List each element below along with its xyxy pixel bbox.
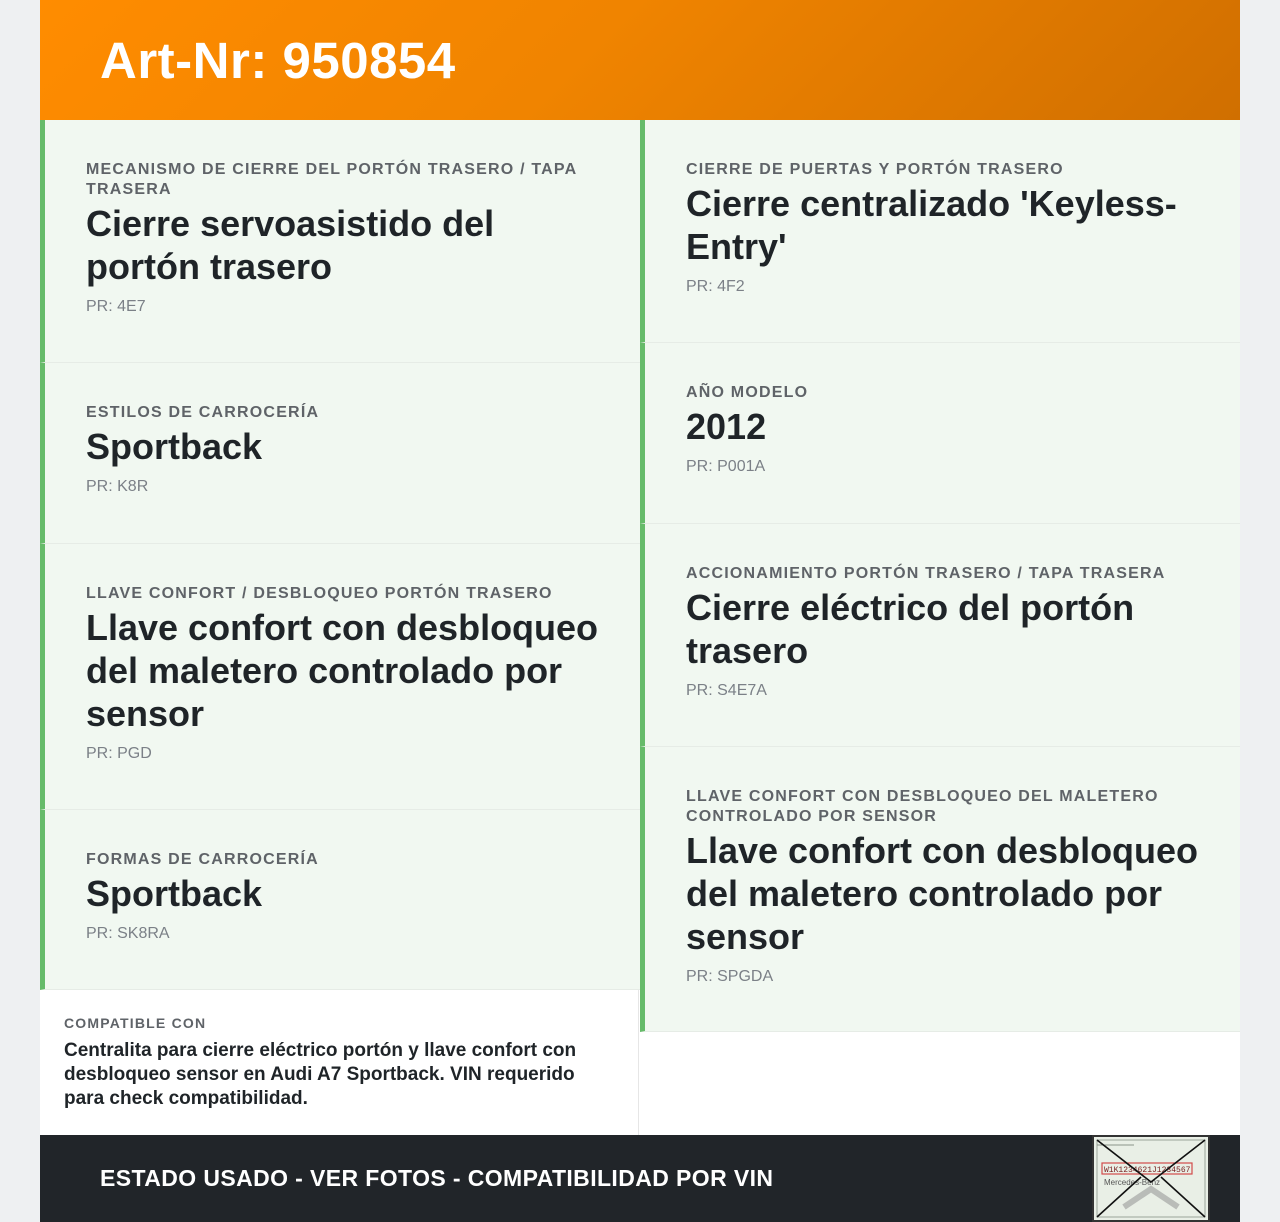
- spec-pr-code: PR: 4E7: [86, 298, 146, 315]
- spec-pr-code: PR: SK8RA: [86, 925, 170, 942]
- spec-card: [40, 810, 640, 990]
- spec-column-right: [640, 120, 1240, 1032]
- spec-category: CIERRE DE PUERTAS Y PORTÓN TRASERO: [686, 161, 1064, 178]
- spec-card: [40, 544, 640, 810]
- photo-thumbnail[interactable]: [1092, 1135, 1210, 1222]
- spec-value: Llave confort con desbloqueo del maletero controlado por sensor: [86, 607, 599, 734]
- spec-category: ACCIONAMIENTO PORTÓN TRASERO / TAPA TRASERA: [686, 565, 1166, 582]
- spec-pr-code: PR: SPGDA: [686, 968, 774, 985]
- page-title: Art-Nr: 950854: [100, 31, 456, 89]
- spec-category: LLAVE CONFORT CON DESBLOQUEO DEL MALETERO CONTROLADO POR SENSOR: [686, 788, 1159, 825]
- spec-category: AÑO MODELO: [686, 384, 809, 401]
- compatibility-box: [40, 990, 639, 1135]
- spec-card: [640, 343, 1240, 524]
- spec-category: ESTILOS DE CARROCERÍA: [86, 404, 320, 421]
- compatibility-label: COMPATIBLE CON: [64, 1015, 207, 1031]
- footer-bar: [40, 1135, 1240, 1222]
- page: [40, 0, 1240, 1222]
- spec-card: [40, 363, 640, 544]
- spec-card: [640, 747, 1240, 1032]
- thumbnail-label-text: W1K1234621J1234567: [1104, 1166, 1191, 1175]
- footer-status-text: ESTADO USADO - VER FOTOS - COMPATIBILIDAD POR VIN: [100, 1165, 774, 1191]
- spec-pr-code: PR: 4F2: [686, 278, 745, 295]
- spec-pr-code: PR: S4E7A: [686, 682, 767, 699]
- spec-pr-code: PR: K8R: [86, 478, 149, 495]
- thumbnail-brand-text: Mercedes-Benz: [1104, 1178, 1161, 1187]
- spec-card: [40, 120, 640, 363]
- spec-value: Cierre servoasistido del portón trasero: [86, 203, 495, 287]
- spec-value: Cierre eléctrico del portón trasero: [686, 587, 1135, 671]
- spec-column-left: [40, 120, 640, 990]
- header-banner: [40, 0, 1240, 120]
- spec-value: Llave confort con desbloqueo del maletero controlado por sensor: [686, 830, 1199, 957]
- compatibility-text: Centralita para cierre eléctrico portón y llave confort con desbloqueo sensor en Audi A7 Sportback. VIN requerido para check compatibilidad.: [64, 1040, 577, 1109]
- spec-value: Cierre centralizado 'Keyless-Entry': [686, 183, 1177, 267]
- spec-card: [640, 524, 1240, 747]
- spec-card: [640, 120, 1240, 343]
- envelope-icon: [1094, 1137, 1208, 1220]
- spec-value: 2012: [686, 406, 767, 447]
- spec-pr-code: PR: P001A: [686, 458, 766, 475]
- spec-value: Sportback: [86, 873, 263, 914]
- spec-category: MECANISMO DE CIERRE DEL PORTÓN TRASERO / TAPA TRASERA: [86, 161, 577, 198]
- spec-category: LLAVE CONFORT / DESBLOQUEO PORTÓN TRASERO: [86, 585, 553, 602]
- spec-pr-code: PR: PGD: [86, 745, 152, 762]
- spec-category: FORMAS DE CARROCERÍA: [86, 851, 319, 868]
- spec-value: Sportback: [86, 426, 263, 467]
